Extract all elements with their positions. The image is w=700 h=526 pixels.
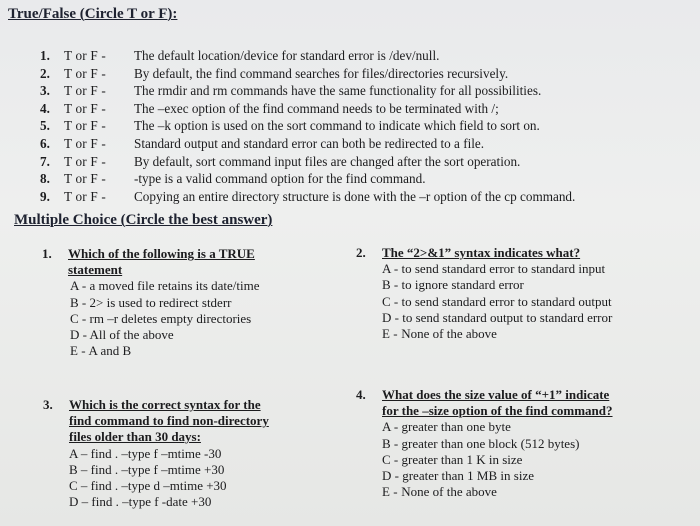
answer-option-d: D – find . –type f -date +30 [69, 494, 212, 510]
question-stem-line: find command to find non-directory [69, 413, 269, 429]
tf-item-number: 3. [40, 83, 50, 99]
question-number: 4. [356, 387, 366, 402]
tf-item [40, 154, 690, 172]
answer-option-e: E - A and B [70, 343, 132, 359]
mc-question-4 [356, 387, 696, 500]
tf-item-number: 2. [40, 65, 50, 81]
tf-item-choice: T or F - [64, 188, 107, 204]
tf-item-text: By default, sort command input files are changed after the sort operation. [134, 153, 521, 169]
answer-option-b: B – find . –type f –mtime +30 [69, 461, 225, 477]
question-number: 3. [43, 397, 53, 412]
tf-item-text: The –exec option of the find command needs to be terminated with /; [134, 100, 499, 116]
tf-item-number: 6. [40, 135, 50, 151]
tf-item-number: 4. [40, 100, 50, 116]
tf-item-choice: T or F - [64, 153, 107, 169]
tf-item [40, 101, 690, 119]
answer-option-b: B - greater than one block (512 bytes) [382, 435, 580, 451]
tf-item-text: The rmdir and rm commands have the same functionality for all possibilities. [134, 83, 542, 99]
answer-option-d: D - greater than 1 MB in size [382, 468, 534, 484]
answer-option-d: D - All of the above [70, 327, 174, 343]
tf-item [40, 136, 690, 154]
question-number: 2. [356, 245, 366, 260]
tf-item-text: -type is a valid command option for the find command. [134, 171, 426, 187]
question-stem-line: for the –size option of the find command? [382, 403, 613, 419]
question-stem: The “2>&1” syntax indicates what? [382, 245, 581, 260]
question-stem: Which of the following is a TRUE statement [68, 246, 255, 278]
answer-option-b: B - 2> is used to redirect stderr [70, 294, 232, 310]
tf-item-choice: T or F - [64, 118, 107, 134]
tf-item-text: The –k option is used on the sort command to indicate which field to sort on. [134, 118, 540, 134]
tf-item [40, 189, 690, 207]
mc-question-1 [42, 246, 342, 359]
tf-item [40, 48, 690, 66]
answer-option-d: D - to send standard output to standard error [382, 309, 613, 325]
mc-question-2 [356, 245, 696, 342]
tf-item-text: By default, the find command searches for files/directories recursively. [134, 65, 509, 81]
answer-option-c: C - greater than 1 K in size [382, 451, 523, 467]
tf-item-number: 8. [40, 171, 50, 187]
tf-item-choice: T or F - [64, 135, 107, 151]
tf-item-choice: T or F - [64, 48, 107, 63]
true-false-title: True/False (Circle T or F): [8, 6, 178, 22]
tf-item-text: Standard output and standard error can both be redirected to a file. [134, 135, 485, 151]
tf-item-number: 9. [40, 188, 50, 204]
tf-item-number: 1. [40, 48, 50, 63]
question-number: 1. [42, 246, 52, 261]
answer-option-a: A – find . –type f –mtime -30 [69, 445, 222, 461]
tf-item [40, 171, 690, 189]
question-stem-line: What does the size value of “+1” indicate [382, 387, 610, 402]
answer-option-c: C – find . –type d –mtime +30 [69, 478, 227, 494]
answer-option-c: C - rm –r deletes empty directories [70, 310, 252, 326]
tf-item [40, 66, 690, 84]
tf-item-choice: T or F - [64, 83, 107, 99]
tf-item-choice: T or F - [64, 100, 107, 116]
tf-item-choice: T or F - [64, 171, 107, 187]
tf-item-number: 7. [40, 153, 50, 169]
answer-option-c: C - to send standard error to standard output [382, 293, 612, 309]
question-stem-line: Which is the correct syntax for the [69, 397, 261, 412]
tf-item-text: Copying an entire directory structure is done with the –r option of the cp command. [134, 188, 576, 204]
tf-item [40, 118, 690, 136]
question-stem-line: files older than 30 days: [69, 429, 201, 445]
tf-item [40, 83, 690, 101]
answer-option-a: A - a moved file retains its date/time [70, 278, 260, 294]
multiple-choice-title: Multiple Choice (Circle the best answer) [14, 212, 273, 228]
answer-option-e: E - None of the above [382, 326, 497, 342]
true-false-list [40, 48, 690, 206]
tf-item-number: 5. [40, 118, 50, 134]
answer-option-a: A - greater than one byte [382, 419, 511, 435]
answer-option-e: E - None of the above [382, 484, 497, 500]
tf-item-text: The default location/device for standard error is /dev/null. [134, 48, 440, 63]
mc-question-3 [43, 397, 343, 510]
answer-option-b: B - to ignore standard error [382, 277, 524, 293]
answer-option-a: A - to send standard error to standard input [382, 261, 606, 277]
tf-item-choice: T or F - [64, 65, 107, 81]
